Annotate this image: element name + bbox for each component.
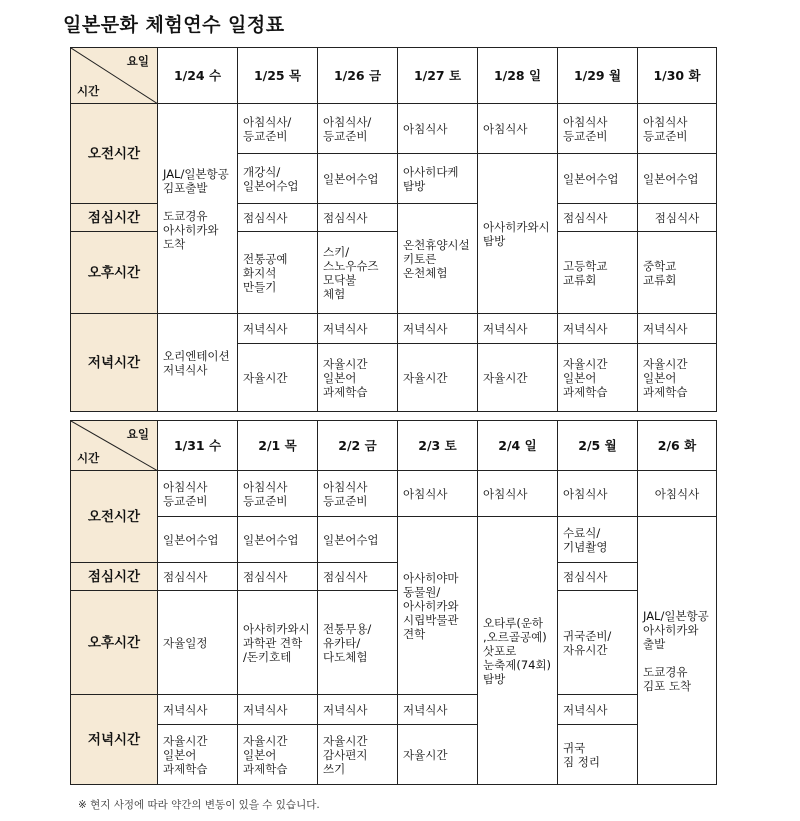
- schedule-cell: 자율시간 일본어 과제학습: [558, 344, 638, 412]
- schedule-cell: 고등학교 교류회: [558, 232, 638, 314]
- day-header: 2/2 금: [318, 421, 398, 471]
- schedule-cell: 아침식사: [558, 471, 638, 517]
- schedule-cell: 점심식사: [158, 563, 238, 591]
- schedule-cell: 전통무용/ 유카타/ 다도체험: [318, 591, 398, 695]
- corner-day-label: 요일: [126, 54, 149, 68]
- schedule-cell: 저녁식사: [398, 695, 478, 725]
- day-header: 2/3 토: [398, 421, 478, 471]
- row-label-afternoon: 오후시간: [71, 591, 158, 695]
- schedule-cell: 점심식사: [558, 204, 638, 232]
- corner-time-label: 시간: [77, 451, 100, 465]
- row-label-evening: 저녁시간: [71, 695, 158, 785]
- schedule-cell: 점심식사: [318, 204, 398, 232]
- schedule-cell: 자율시간 일본어 과제학습: [638, 344, 717, 412]
- schedule-cell: 저녁식사: [638, 314, 717, 344]
- schedule-cell: 개강식/ 일본어수업: [238, 154, 318, 204]
- schedule-cell: 아침식사 등교준비: [558, 104, 638, 154]
- day-header: 1/25 목: [238, 48, 318, 104]
- schedule-cell: 점심식사: [638, 204, 717, 232]
- schedule-cell: 아침식사: [478, 104, 558, 154]
- row-label-lunch: 점심시간: [71, 204, 158, 232]
- schedule-cell: 중학교 교류회: [638, 232, 717, 314]
- schedule-table-week2: [70, 420, 717, 785]
- schedule-cell: 저녁식사: [398, 314, 478, 344]
- day-header: 1/27 토: [398, 48, 478, 104]
- day-header: 1/31 수: [158, 421, 238, 471]
- row-label-morning: 오전시간: [71, 104, 158, 204]
- day-header: 1/29 월: [558, 48, 638, 104]
- schedule-cell: 귀국준비/ 자유시간: [558, 591, 638, 695]
- schedule-table-week1: [70, 47, 717, 412]
- schedule-cell: 점심식사: [318, 563, 398, 591]
- schedule-cell: 자율시간: [398, 344, 478, 412]
- schedule-cell: 아침식사: [398, 471, 478, 517]
- schedule-cell: 일본어수업: [318, 154, 398, 204]
- schedule-cell: 점심식사: [558, 563, 638, 591]
- schedule-cell: JAL/일본항공 김포출발 도쿄경유 아사히카와 도착: [158, 104, 238, 314]
- schedule-cell: JAL/일본항공 아사히카와 출발 도쿄경유 김포 도착: [638, 517, 717, 785]
- schedule-cell: 아침식사 등교준비: [238, 471, 318, 517]
- schedule-cell: 아사히카와시 탐방: [478, 154, 558, 314]
- schedule-cell: 아침식사 등교준비: [158, 471, 238, 517]
- corner-time-label: 시간: [77, 84, 100, 98]
- schedule-cell: 자율시간: [478, 344, 558, 412]
- schedule-cell: 저녁식사: [318, 314, 398, 344]
- schedule-cell: 아침식사/ 등교준비: [238, 104, 318, 154]
- schedule-cell: 아침식사: [638, 471, 717, 517]
- row-label-evening: 저녁시간: [71, 314, 158, 412]
- day-header: 2/6 화: [638, 421, 717, 471]
- schedule-cell: 자율시간 감사편지 쓰기: [318, 725, 398, 785]
- schedule-cell: 아침식사 등교준비: [638, 104, 717, 154]
- day-header: 1/28 일: [478, 48, 558, 104]
- schedule-cell: 자율시간 일본어 과제학습: [158, 725, 238, 785]
- schedule-cell: 저녁식사: [238, 314, 318, 344]
- schedule-cell: 점심식사: [238, 204, 318, 232]
- schedule-cell: 저녁식사: [238, 695, 318, 725]
- schedule-cell: 아사히카와시 과학관 견학 /돈키호테: [238, 591, 318, 695]
- schedule-cell: 아침식사: [478, 471, 558, 517]
- corner-day-label: 요일: [126, 427, 149, 441]
- corner-header: [71, 421, 158, 471]
- schedule-cell: 수료식/ 기념촬영: [558, 517, 638, 563]
- schedule-cell: 아사히야마 동물원/ 아사히카와 시립박물관 견학: [398, 517, 478, 695]
- schedule-cell: 점심식사: [238, 563, 318, 591]
- day-header: 2/1 목: [238, 421, 318, 471]
- schedule-cell: 오타루(운하 ,오르골공예) 삿포로 눈축제(74회) 탐방: [478, 517, 558, 785]
- schedule-cell: 자율시간 일본어 과제학습: [318, 344, 398, 412]
- row-label-morning: 오전시간: [71, 471, 158, 563]
- schedule-cell: 자율시간 일본어 과제학습: [238, 725, 318, 785]
- schedule-cell: 저녁식사: [158, 695, 238, 725]
- schedule-cell: 자율일정: [158, 591, 238, 695]
- schedule-cell: 귀국 짐 정리: [558, 725, 638, 785]
- schedule-cell: 아침식사/ 등교준비: [318, 104, 398, 154]
- schedule-cell: 저녁식사: [478, 314, 558, 344]
- footnote: ※ 현지 사정에 따라 약간의 변동이 있을 수 있습니다.: [78, 799, 320, 811]
- day-header: 2/5 월: [558, 421, 638, 471]
- schedule-cell: 일본어수업: [558, 154, 638, 204]
- day-header: 1/24 수: [158, 48, 238, 104]
- schedule-cell: 아침식사 등교준비: [318, 471, 398, 517]
- day-header: 1/26 금: [318, 48, 398, 104]
- schedule-cell: 온천휴양시설 키토른 온천체험: [398, 204, 478, 314]
- day-header: 1/30 화: [638, 48, 717, 104]
- schedule-cell: 저녁식사: [318, 695, 398, 725]
- schedule-cell: 저녁식사: [558, 695, 638, 725]
- schedule-cell: 자율시간: [238, 344, 318, 412]
- row-label-lunch: 점심시간: [71, 563, 158, 591]
- schedule-cell: 일본어수업: [638, 154, 717, 204]
- corner-header: [71, 48, 158, 104]
- schedule-cell: 오리엔테이션 저녁식사: [158, 314, 238, 412]
- schedule-cell: 일본어수업: [318, 517, 398, 563]
- schedule-cell: 일본어수업: [238, 517, 318, 563]
- page-title: 일본문화 체험연수 일정표: [63, 14, 285, 36]
- schedule-cell: 전통공예 화지석 만들기: [238, 232, 318, 314]
- row-label-afternoon: 오후시간: [71, 232, 158, 314]
- day-header: 2/4 일: [478, 421, 558, 471]
- schedule-cell: 자율시간: [398, 725, 478, 785]
- schedule-cell: 아침식사: [398, 104, 478, 154]
- schedule-cell: 아사히다케 탐방: [398, 154, 478, 204]
- schedule-cell: 일본어수업: [158, 517, 238, 563]
- schedule-cell: 저녁식사: [558, 314, 638, 344]
- schedule-cell: 스키/ 스노우슈즈 모닥불 체험: [318, 232, 398, 314]
